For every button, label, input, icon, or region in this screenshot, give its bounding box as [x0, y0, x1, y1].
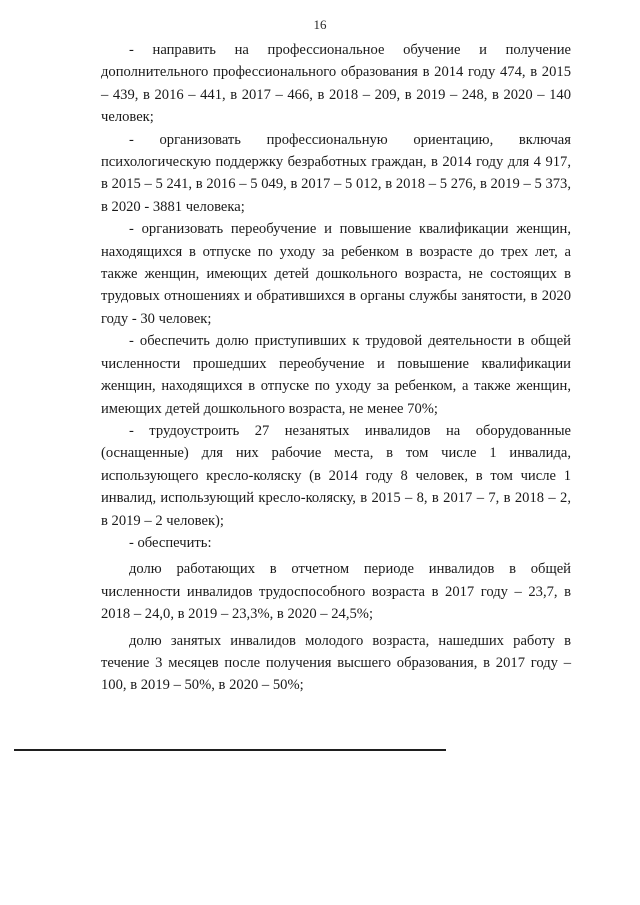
paragraph-women-employment-share: - обеспечить долю приступивших к трудовой деятельности в общей численности прошедших переобучение и повышение квалификации женщин, находящихся в отпуске по уходу за ребенком, а также женщин, имеющих детей дошкольного возраста, не менее 70%; — [101, 333, 571, 417]
paragraph-disabled-employment: - трудоустроить 27 незанятых инвалидов на оборудованные (оснащенные) для них рабочие места, в том числе 1 инвалида, использующего кресло-коляску (в 2014 году 8 человек, в том числе 1 инвалид, использующий кресло-коляску, в 2015 – 8, в 2017 – 7, в 2018 – 2, в 2019 – 2 человек); — [101, 422, 571, 529]
paragraph-young-disabled-graduates: долю занятых инвалидов молодого возраста, нашедших работу в течение 3 месяцев после получения высшего образования, в 2017 году – 100, в 2019 – 50%, в 2020 – 50%; — [101, 632, 571, 694]
document-body — [101, 39, 571, 697]
paragraph-vocational-training: - направить на профессиональное обучение и получение дополнительного профессионального образования в 2014 году 474, в 2015 – 439, в 2016 – 441, в 2017 – 466, в 2018 – 209, в 2019 – 248, в 2020 – 140 человек; — [101, 42, 571, 126]
paragraph-career-guidance: - организовать профессиональную ориентацию, включая психологическую поддержку безработных граждан, в 2014 году для 4 917, в 2015 – 5 241, в 2016 – 5 049, в 2017 – 5 012, в 2018 – 5 276, в 2019 – 5 373, в 2020 - 3881 человека; — [101, 131, 571, 215]
paragraph-women-retraining: - организовать переобучение и повышение квалификации женщин, находящихся в отпуске по уходу за ребенком в возрасте до трех лет, а также женщин, имеющих детей дошкольного возраста, не состоящих в трудовых отношениях и обратившихся в органы службы занятости, в 2020 году - 30 человек; — [101, 221, 571, 327]
page-number: 16 — [313, 17, 327, 32]
paragraph-ensure-heading: - обеспечить: — [129, 534, 212, 551]
footer-divider-line — [14, 749, 446, 751]
paragraph-disabled-working-share: долю работающих в отчетном периоде инвалидов в общей численности инвалидов трудоспособного возраста в 2017 году – 23,7, в 2018 – 24,0, в 2019 – 23,3%, в 2020 – 24,5%; — [101, 561, 571, 623]
